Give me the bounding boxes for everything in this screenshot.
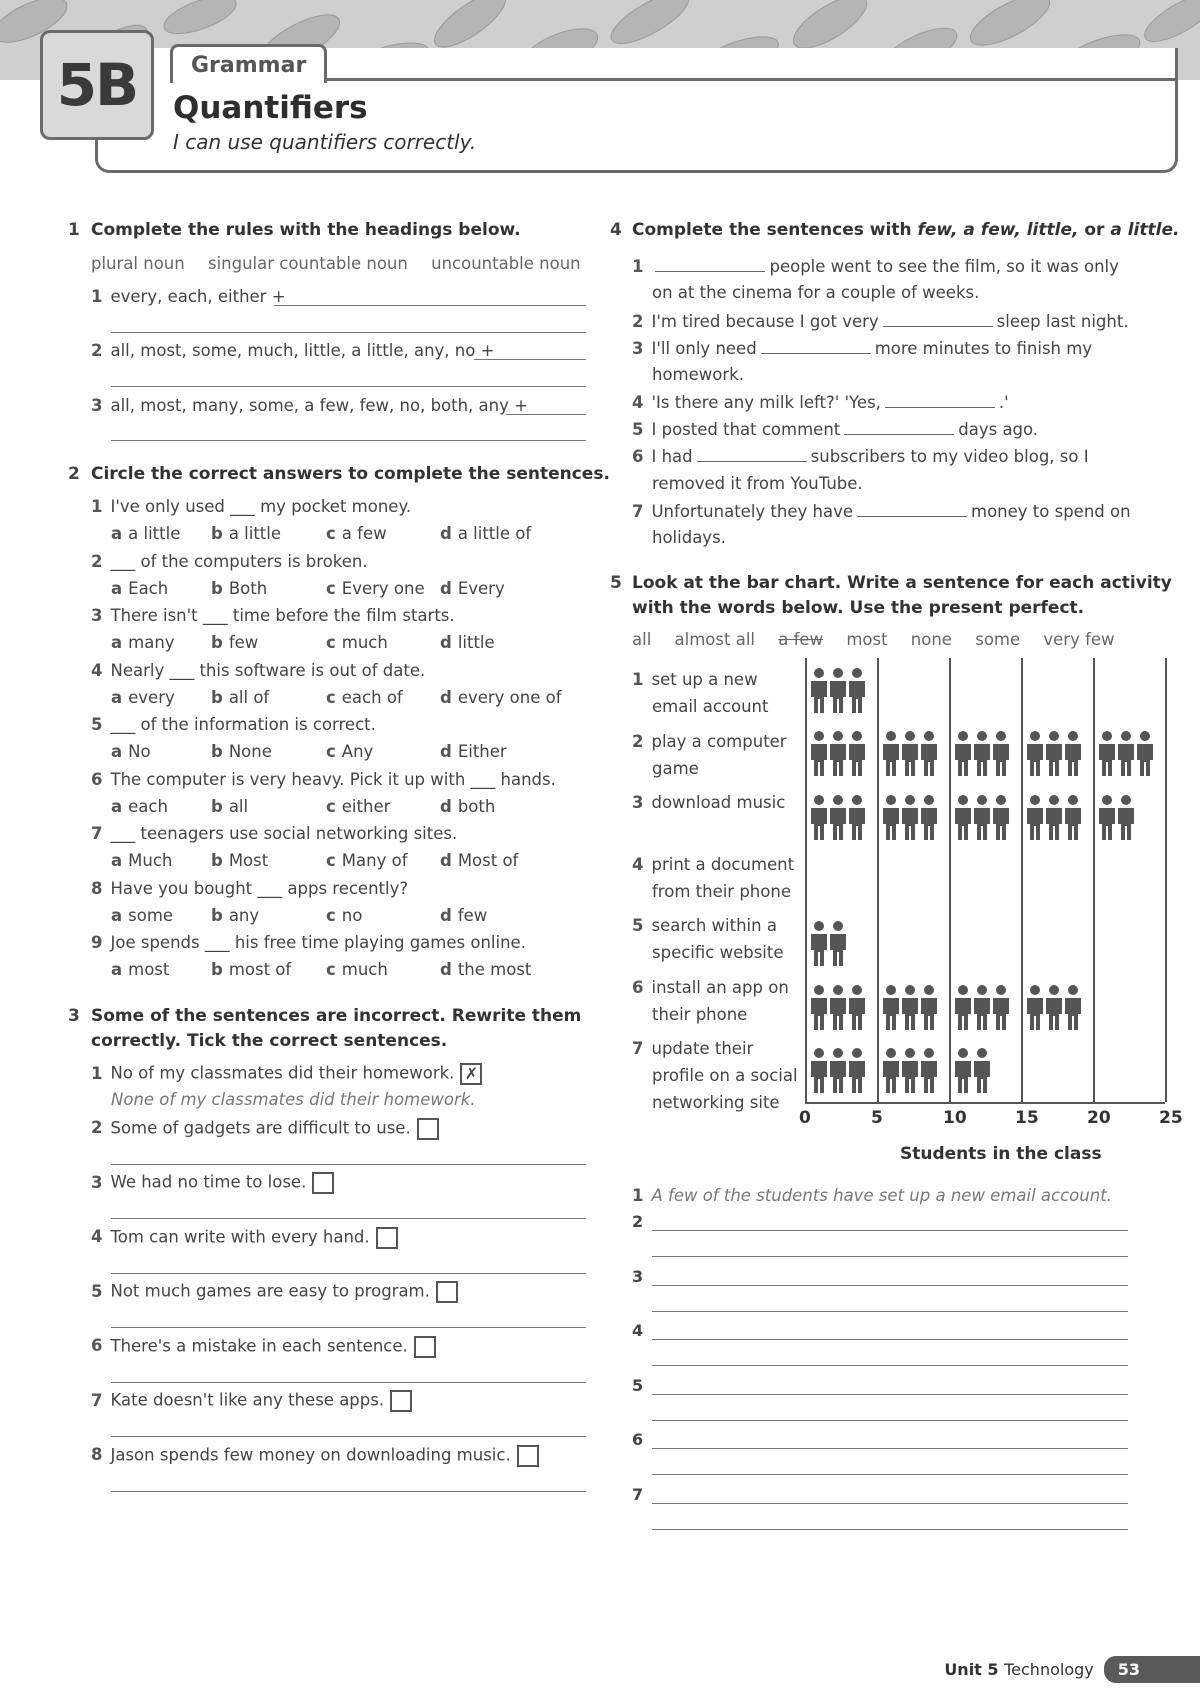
person-icon	[972, 794, 992, 844]
person-icon	[1025, 984, 1045, 1034]
chart-gridline	[949, 658, 951, 1102]
ex2-option[interactable]: c each of	[326, 687, 403, 707]
ex1-heading: plural noun	[91, 254, 185, 273]
answer-line[interactable]	[474, 359, 586, 360]
chart-gridline	[877, 658, 879, 1102]
ex2-question: 2 ___ of the computers is broken.	[91, 551, 368, 571]
answer-line[interactable]	[111, 1327, 586, 1328]
answer-number: 5	[632, 1375, 644, 1395]
ex3-instruction-2: correctly. Tick the correct sentences.	[91, 1031, 448, 1051]
page-title: Quantifiers	[173, 90, 368, 126]
activity-label: specific website	[652, 943, 784, 962]
ex2-option[interactable]: c no	[326, 905, 363, 925]
ex2-option[interactable]: b a little	[211, 524, 282, 543]
ex2-option[interactable]: a Each	[111, 578, 169, 598]
answer-line[interactable]	[652, 1256, 1128, 1257]
ex1-headings	[91, 254, 599, 274]
ex3-number: 3	[68, 1006, 80, 1026]
person-icon	[847, 667, 867, 717]
answer-blank[interactable]	[883, 311, 993, 327]
ex3-sentence: 1 No of my classmates did their homework. ✗	[91, 1063, 482, 1085]
answer-line[interactable]	[652, 1285, 1128, 1286]
answer-line[interactable]	[652, 1339, 1128, 1340]
ex2-option[interactable]: d Most of	[440, 851, 519, 870]
person-icon	[919, 984, 939, 1034]
chart-x-axis	[805, 1102, 1165, 1104]
ex2-question: 7 ___ teenagers use social networking sites.	[91, 824, 458, 843]
footer	[944, 1652, 1200, 1686]
answer-line[interactable]	[652, 1474, 1128, 1475]
ex2-option[interactable]: b most of	[211, 960, 292, 979]
word: most	[846, 630, 888, 649]
person-icon	[828, 667, 848, 717]
answer-number: 4	[632, 1321, 644, 1340]
word: none	[910, 630, 952, 649]
tick-box[interactable]	[376, 1227, 398, 1249]
answer-line[interactable]	[111, 1218, 586, 1219]
answer-blank[interactable]	[697, 446, 807, 462]
person-icon	[1044, 984, 1064, 1034]
ex3-sentence: 8 Jason spends few money on downloading music.	[91, 1445, 539, 1467]
person-icon	[828, 794, 848, 844]
answer-blank[interactable]	[844, 419, 954, 435]
ex2-option[interactable]: a Much	[111, 851, 173, 870]
activity-label: their phone	[652, 1004, 748, 1024]
chart-tick-label: 20	[1087, 1108, 1111, 1128]
chart-xlabel: Students in the class	[900, 1144, 1102, 1164]
tick-box[interactable]	[390, 1390, 412, 1412]
tick-box[interactable]	[417, 1118, 439, 1140]
person-icon	[1025, 730, 1045, 780]
ex2-question: 6 The computer is very heavy. Pick it up with ___ hands.	[91, 769, 556, 789]
ex4-item-1-cont: on at the cinema for a couple of weeks.	[652, 283, 980, 302]
activity-label: 4 print a document	[632, 854, 795, 874]
chart-gridline	[1021, 658, 1023, 1102]
person-icon	[919, 794, 939, 844]
chart-gridline	[1093, 658, 1095, 1102]
ex5-number: 5	[610, 573, 622, 593]
answer-line[interactable]	[111, 1273, 586, 1274]
bar-chart	[805, 658, 1165, 1102]
person-icon	[1044, 794, 1064, 844]
ex4-item-6-cont: removed it from YouTube.	[652, 474, 863, 493]
person-icon	[828, 730, 848, 780]
person-icon	[972, 984, 992, 1034]
ex3-sentence: 3 We had no time to lose.	[91, 1172, 334, 1194]
answer-blank[interactable]	[885, 392, 995, 408]
person-icon	[991, 794, 1011, 844]
chart-tick-label: 5	[871, 1108, 883, 1128]
answer-line[interactable]	[652, 1448, 1128, 1449]
ex5-word-bank	[632, 630, 1133, 650]
person-icon	[1097, 730, 1117, 780]
person-icon	[1025, 794, 1045, 844]
ex2-question: 3 There isn't ___ time before the film starts.	[91, 606, 455, 625]
ex2-option[interactable]: c Many of	[326, 851, 408, 870]
person-icon	[1044, 730, 1064, 780]
ex2-option[interactable]: b all	[211, 796, 249, 816]
ex4-item-4: 4 'Is there any milk left?' 'Yes, .'	[632, 393, 1009, 412]
ex2-option[interactable]: c either	[326, 796, 391, 816]
person-icon	[1063, 794, 1083, 844]
ex2-option[interactable]: a each	[111, 796, 168, 816]
ex2-option[interactable]: c a few	[326, 524, 387, 543]
answer-line[interactable]	[111, 1382, 586, 1383]
ex2-option[interactable]: c much	[326, 633, 388, 652]
person-icon	[991, 730, 1011, 780]
answer-line[interactable]	[111, 386, 586, 387]
activity-label: networking site	[652, 1093, 780, 1112]
ex3-sentence: 5 Not much games are easy to program.	[91, 1281, 458, 1303]
answer-line[interactable]	[652, 1529, 1128, 1530]
tick-box[interactable]: ✗	[460, 1063, 482, 1085]
person-icon	[972, 1047, 992, 1097]
word: all	[632, 630, 652, 649]
ex3-sentence: 6 There's a mistake in each sentence.	[91, 1336, 436, 1358]
person-icon	[1135, 730, 1155, 780]
unit-badge: 5B	[40, 30, 154, 140]
ex2-option[interactable]: d every one of	[440, 687, 562, 707]
answer-line[interactable]	[652, 1420, 1128, 1421]
chart-tick-label: 25	[1159, 1108, 1183, 1128]
person-icon	[972, 730, 992, 780]
person-icon	[919, 730, 939, 780]
person-icon	[1097, 794, 1117, 844]
ex3-instruction: Some of the sentences are incorrect. Rewrite them	[91, 1006, 582, 1026]
activity-label: email account	[652, 697, 769, 716]
ex2-option[interactable]: a every	[111, 687, 175, 707]
answer-number: 6	[632, 1430, 644, 1449]
answer-line[interactable]	[652, 1503, 1128, 1504]
answer-line[interactable]	[652, 1365, 1128, 1366]
activity-label: 2 play a computer	[632, 731, 787, 751]
word: very few	[1043, 630, 1115, 649]
activity-label: 3 download music	[632, 793, 786, 812]
ex5-instruction-2: with the words below. Use the present perfect.	[632, 598, 1085, 618]
tick-box[interactable]	[414, 1336, 436, 1358]
ex2-option[interactable]: d the most	[440, 960, 532, 979]
person-icon	[1063, 730, 1083, 780]
activity-label: 6 install an app on	[632, 977, 789, 997]
person-icon	[1116, 794, 1136, 844]
ex2-option[interactable]: a many	[111, 633, 175, 652]
person-icon	[881, 794, 901, 844]
ex1-heading: singular countable noun	[207, 254, 408, 273]
ex2-option[interactable]: b any	[211, 905, 260, 925]
person-icon	[881, 1047, 901, 1097]
ex2-question: 9 Joe spends ___ his free time playing games online.	[91, 933, 526, 952]
ex2-option[interactable]: d few	[440, 905, 488, 925]
person-icon	[847, 1047, 867, 1097]
word-used: a few	[778, 630, 824, 649]
ex3-sentence: 4 Tom can write with every hand.	[91, 1227, 398, 1249]
person-icon	[828, 1047, 848, 1097]
person-icon	[953, 984, 973, 1034]
ex5-example: 1 A few of the students have set up a new email account.	[632, 1186, 1112, 1205]
ex3-sentence: 7 Kate doesn't like any these apps.	[91, 1390, 412, 1412]
tick-box[interactable]	[517, 1445, 539, 1467]
person-icon	[900, 984, 920, 1034]
answer-number: 2	[632, 1212, 644, 1231]
activity-label: game	[652, 758, 699, 778]
activity-label: from their phone	[652, 881, 791, 901]
ex1-heading: uncountable noun	[431, 254, 581, 273]
ex2-question: 8 Have you bought ___ apps recently?	[91, 878, 409, 898]
answer-number: 3	[632, 1266, 644, 1286]
person-icon	[953, 1047, 973, 1097]
ex2-option[interactable]: b None	[211, 742, 272, 761]
ex4-item-5: 5 I posted that comment days ago.	[632, 420, 1039, 439]
tick-box[interactable]	[312, 1172, 334, 1194]
ex4-item-1: 1 people went to see the film, so it was only	[632, 257, 1119, 276]
word: some	[975, 630, 1021, 649]
answer-blank[interactable]	[857, 501, 967, 517]
ex4-item-7: 7 Unfortunately they have money to spend on	[632, 502, 1131, 521]
ex2-option[interactable]: d Either	[440, 742, 507, 761]
answer-line[interactable]	[111, 1164, 586, 1165]
person-icon	[953, 730, 973, 780]
chart-tick-label: 10	[943, 1108, 967, 1128]
ex2-option[interactable]: b few	[211, 633, 259, 652]
answer-blank[interactable]	[761, 338, 871, 354]
ex2-question: 4 Nearly ___ this software is out of date.	[91, 660, 426, 680]
activity-label: 5 search within a	[632, 916, 777, 935]
person-icon	[809, 730, 829, 780]
page-objective: I can use quantifiers correctly.	[173, 130, 477, 154]
ex2-option[interactable]: a most	[111, 960, 170, 979]
answer-line[interactable]	[111, 1491, 586, 1492]
answer-line[interactable]	[274, 305, 586, 306]
person-icon	[809, 667, 829, 717]
person-icon	[1116, 730, 1136, 780]
answer-blank[interactable]	[655, 256, 765, 272]
answer-number: 7	[632, 1484, 644, 1504]
person-icon	[828, 984, 848, 1034]
ex3-example-answer: None of my classmates did their homework.	[111, 1090, 476, 1109]
person-icon	[847, 984, 867, 1034]
tick-box[interactable]	[436, 1281, 458, 1303]
person-icon	[919, 1047, 939, 1097]
section-tab: Grammar	[170, 44, 327, 83]
person-icon	[881, 984, 901, 1034]
person-icon	[953, 794, 973, 844]
ex1-number: 1	[68, 220, 80, 240]
ex2-option[interactable]: c Any	[326, 742, 374, 761]
word: almost all	[674, 630, 755, 649]
answer-line[interactable]	[111, 1436, 586, 1437]
ex2-option[interactable]: d a little of	[440, 524, 532, 543]
person-icon	[847, 730, 867, 780]
ex4-number: 4	[610, 220, 622, 240]
ex4-item-6: 6 I had subscribers to my video blog, so I	[632, 447, 1089, 466]
chart-y-axis	[805, 658, 807, 1102]
ex2-option[interactable]: d Every	[440, 578, 505, 598]
footer-unit: Unit 5 Technology	[944, 1659, 1094, 1679]
person-icon	[991, 984, 1011, 1034]
ex2-option[interactable]: d both	[440, 796, 496, 816]
ex2-option[interactable]: a a little	[111, 524, 181, 543]
person-icon	[881, 730, 901, 780]
ex1-item: 3 all, most, many, some, a few, few, no, both, any +	[91, 396, 528, 415]
ex2-option[interactable]: a No	[111, 742, 151, 761]
ex2-option[interactable]: a some	[111, 905, 174, 925]
activity-label: 7 update their	[632, 1039, 754, 1058]
person-icon	[847, 794, 867, 844]
person-icon	[809, 794, 829, 844]
activity-label: 1 set up a new	[632, 670, 758, 689]
person-icon	[900, 1047, 920, 1097]
ex2-question: 1 I've only used ___ my pocket money.	[91, 497, 412, 516]
person-icon	[828, 920, 848, 970]
answer-line[interactable]	[111, 332, 586, 333]
ex5-instruction: Look at the bar chart. Write a sentence for each activity	[632, 573, 1172, 593]
person-icon	[809, 984, 829, 1034]
answer-line[interactable]	[652, 1311, 1128, 1312]
ex2-option[interactable]: b all of	[211, 687, 270, 707]
ex4-item-3-cont: homework.	[652, 365, 744, 384]
answer-line[interactable]	[652, 1394, 1128, 1395]
ex4-item-7-cont: holidays.	[652, 528, 726, 547]
ex1-item: 2 all, most, some, much, little, a little, any, no +	[91, 341, 495, 360]
answer-line[interactable]	[506, 414, 586, 415]
answer-line[interactable]	[111, 440, 586, 441]
person-icon	[900, 730, 920, 780]
ex2-option[interactable]: c Every one	[326, 578, 425, 598]
ex1-instruction: Complete the rules with the headings below.	[91, 220, 521, 240]
ex2-question: 5 ___ of the information is correct.	[91, 715, 376, 734]
person-icon	[900, 794, 920, 844]
ex2-option[interactable]: b Both	[211, 578, 268, 598]
ex4-item-2: 2 I'm tired because I got very sleep last night.	[632, 312, 1129, 331]
ex2-number: 2	[68, 464, 80, 484]
ex2-option[interactable]: d little	[440, 633, 495, 652]
ex4-instruction: Complete the sentences with few, a few, little, or a little.	[632, 220, 1180, 240]
person-icon	[1063, 984, 1083, 1034]
person-icon	[809, 920, 829, 970]
ex4-item-3: 3 I'll only need more minutes to finish my	[632, 339, 1093, 358]
page-number: 53	[1104, 1656, 1200, 1683]
chart-gridline	[1165, 658, 1167, 1102]
ex1-item: 1 every, each, either +	[91, 287, 286, 306]
chart-tick-label: 15	[1015, 1108, 1039, 1128]
ex2-option[interactable]: c much	[326, 960, 388, 979]
chart-tick-label: 0	[799, 1108, 811, 1128]
ex3-sentence: 2 Some of gadgets are difficult to use.	[91, 1118, 439, 1140]
ex2-option[interactable]: b Most	[211, 851, 269, 870]
activity-label: profile on a social	[652, 1066, 798, 1085]
answer-line[interactable]	[652, 1230, 1128, 1231]
person-icon	[809, 1047, 829, 1097]
ex2-instruction: Circle the correct answers to complete the sentences.	[91, 464, 610, 484]
